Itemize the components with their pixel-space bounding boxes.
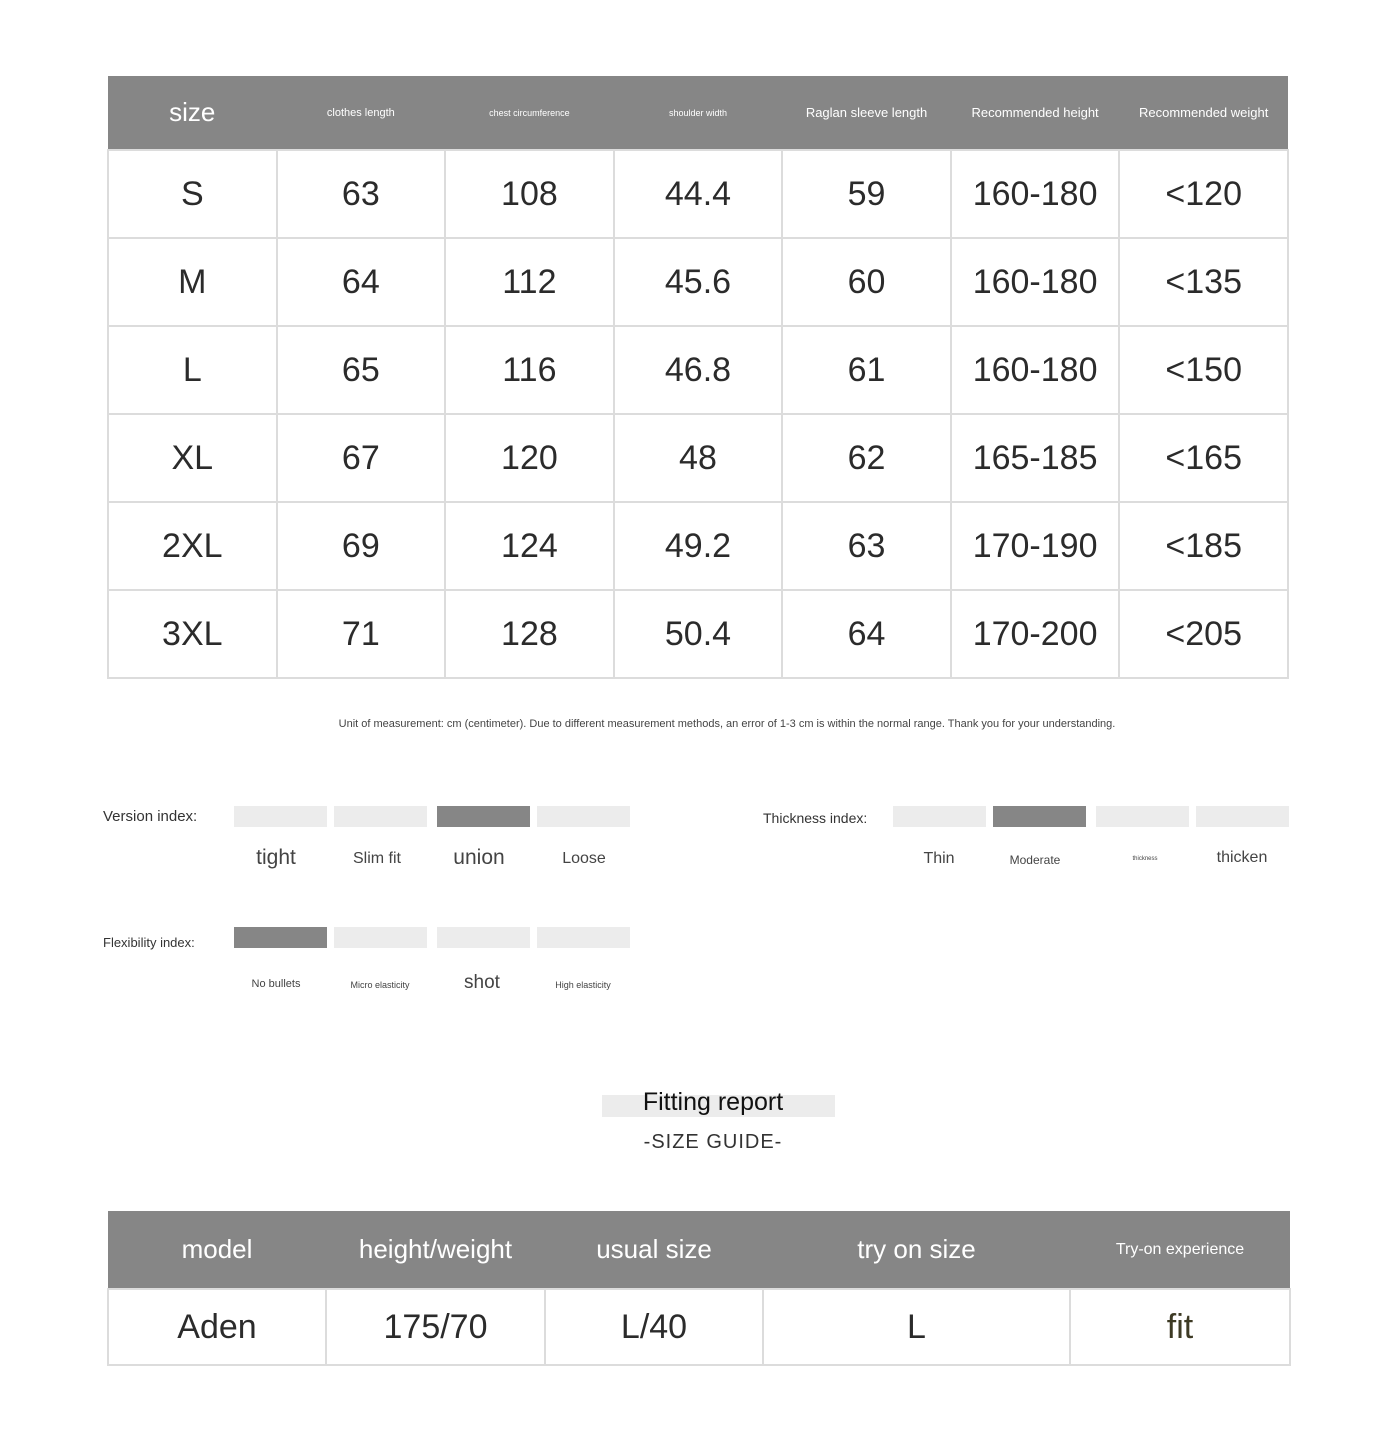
table-row	[108, 502, 1288, 590]
cell-sleeve: 64	[782, 590, 951, 678]
cell-shoulder: 45.6	[614, 238, 783, 326]
header-height-weight: height/weight	[326, 1211, 545, 1289]
thickness-bar-thickness	[1096, 806, 1189, 827]
version-option-loose: Loose	[562, 850, 606, 867]
version-bar-tight	[234, 806, 327, 827]
thickness-bar-thin	[893, 806, 986, 827]
cell-clothes-length: 71	[277, 590, 446, 678]
cell-size: S	[108, 150, 277, 238]
cell-height: 170-200	[951, 590, 1120, 678]
version-bar-loose	[537, 806, 630, 827]
table-row	[108, 414, 1288, 502]
table-row	[108, 326, 1288, 414]
thickness-option-thicken: thicken	[1216, 849, 1268, 866]
cell-sleeve: 60	[782, 238, 951, 326]
cell-clothes-length: 63	[277, 150, 446, 238]
thickness-bar-moderate-selected	[993, 806, 1086, 827]
cell-height: 165-185	[951, 414, 1120, 502]
cell-weight: <185	[1119, 502, 1288, 590]
report-subtitle: -SIZE GUIDE-	[643, 1131, 783, 1153]
cell-chest: 116	[445, 326, 614, 414]
flexibility-option-micro-elasticity: Micro elasticity	[350, 980, 410, 990]
header-model: model	[108, 1211, 326, 1289]
header-raglan-sleeve-length: Raglan sleeve length	[782, 76, 951, 150]
flexibility-option-shot: shot	[464, 972, 500, 993]
flexibility-index-label: Flexibility index:	[103, 935, 195, 950]
thickness-bar-thicken	[1196, 806, 1289, 827]
cell-height: 160-180	[951, 238, 1120, 326]
header-recommended-weight: Recommended weight	[1119, 76, 1288, 150]
header-recommended-height: Recommended height	[951, 76, 1120, 150]
thickness-option-thin: Thin	[923, 850, 955, 867]
cell-chest: 124	[445, 502, 614, 590]
cell-height-weight: 175/70	[326, 1289, 545, 1365]
flexibility-option-high-elasticity: High elasticity	[555, 980, 611, 990]
header-shoulder-width: shoulder width	[614, 76, 783, 150]
cell-shoulder: 48	[614, 414, 783, 502]
thickness-index-label: Thickness index:	[763, 810, 868, 826]
flexibility-bar-no-bullets-selected	[234, 927, 327, 948]
cell-sleeve: 59	[782, 150, 951, 238]
cell-clothes-length: 64	[277, 238, 446, 326]
cell-size: XL	[108, 414, 277, 502]
cell-model: Aden	[108, 1289, 326, 1365]
cell-weight: <165	[1119, 414, 1288, 502]
table-row	[108, 150, 1288, 238]
cell-size: M	[108, 238, 277, 326]
cell-height: 160-180	[951, 326, 1120, 414]
report-title: Fitting report	[642, 1088, 784, 1116]
cell-try-on-size: L	[763, 1289, 1070, 1365]
cell-size: 3XL	[108, 590, 277, 678]
thickness-option-thickness: thickness	[1132, 856, 1158, 862]
cell-shoulder: 49.2	[614, 502, 783, 590]
cell-usual-size: L/40	[545, 1289, 763, 1365]
flexibility-option-no-bullets: No bullets	[251, 978, 301, 990]
flexibility-bar-high-elasticity	[537, 927, 630, 948]
cell-chest: 108	[445, 150, 614, 238]
table-row	[108, 590, 1288, 678]
cell-weight: <150	[1119, 326, 1288, 414]
cell-sleeve: 61	[782, 326, 951, 414]
cell-chest: 112	[445, 238, 614, 326]
cell-shoulder: 46.8	[614, 326, 783, 414]
header-usual-size: usual size	[545, 1211, 763, 1289]
flexibility-bar-micro-elasticity	[334, 927, 427, 948]
cell-size: 2XL	[108, 502, 277, 590]
header-size: size	[108, 76, 277, 150]
header-clothes-length: clothes length	[277, 76, 446, 150]
fitting-report-table	[107, 1211, 1291, 1366]
header-try-on-size: try on size	[763, 1211, 1070, 1289]
cell-height: 170-190	[951, 502, 1120, 590]
version-option-union: union	[453, 846, 505, 869]
version-bar-slim-fit	[334, 806, 427, 827]
version-option-tight: tight	[256, 846, 296, 869]
cell-chest: 120	[445, 414, 614, 502]
cell-shoulder: 44.4	[614, 150, 783, 238]
cell-weight: <135	[1119, 238, 1288, 326]
fitting-header-row	[108, 1211, 1290, 1289]
cell-height: 160-180	[951, 150, 1120, 238]
cell-weight: <205	[1119, 590, 1288, 678]
table-row	[108, 238, 1288, 326]
flexibility-bar-shot	[437, 927, 530, 948]
cell-shoulder: 50.4	[614, 590, 783, 678]
cell-sleeve: 62	[782, 414, 951, 502]
table-row	[108, 1289, 1290, 1365]
size-chart-table	[107, 76, 1289, 679]
measurement-note: Unit of measurement: cm (centimeter). Due to different measurement methods, an error of 1-3 cm is within the normal range. Thank you for your understanding.	[338, 718, 1116, 730]
cell-chest: 128	[445, 590, 614, 678]
cell-clothes-length: 69	[277, 502, 446, 590]
cell-clothes-length: 67	[277, 414, 446, 502]
cell-size: L	[108, 326, 277, 414]
version-index-label: Version index:	[103, 808, 198, 825]
cell-weight: <120	[1119, 150, 1288, 238]
cell-clothes-length: 65	[277, 326, 446, 414]
header-try-on-experience: Try-on experience	[1070, 1211, 1290, 1289]
header-chest-circumference: chest circumference	[445, 76, 614, 150]
version-option-slim-fit: Slim fit	[353, 850, 401, 867]
version-bar-union-selected	[437, 806, 530, 827]
cell-sleeve: 63	[782, 502, 951, 590]
cell-try-on-experience: fit	[1070, 1289, 1290, 1365]
thickness-option-moderate: Moderate	[1009, 853, 1061, 867]
size-chart-header-row	[108, 76, 1288, 150]
